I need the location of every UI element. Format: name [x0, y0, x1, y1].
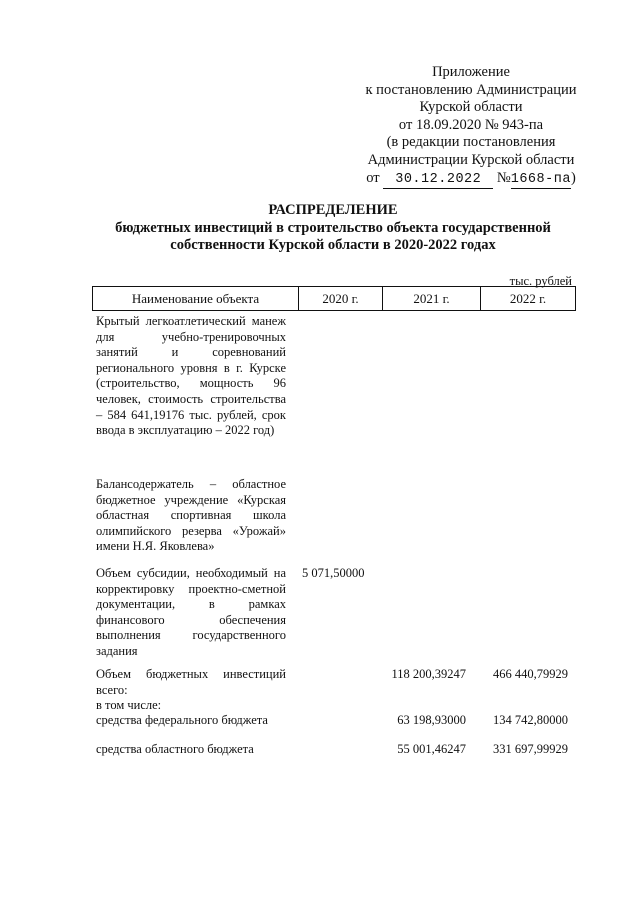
subsidy-2020-value: 5 071,50000	[302, 566, 365, 580]
investments-label: Объем бюджетных инвестиций всего:	[96, 667, 286, 697]
header-2021: 2021 г.	[383, 287, 481, 310]
amendment-date: 30.12.2022	[383, 171, 493, 190]
appendix-resolution: к постановлению Администрации	[365, 81, 577, 98]
appendix-amendment-line	[340, 170, 602, 190]
investments-2022-value: 466 440,79929	[493, 667, 568, 681]
subsidy-label: Объем субсидии, необходимый на корректировку проектно-сметной документации, в рамках финансового обеспечения выполнения государственного задания	[96, 566, 286, 658]
federal-label: средства федерального бюджета	[96, 713, 268, 727]
ot-label: от	[366, 169, 380, 186]
appendix-title: Приложение	[432, 64, 510, 80]
appendix-original-date: от 18.09.2020 № 943-па	[398, 116, 544, 133]
amendment-number: 1668-па	[511, 171, 571, 190]
header-object-name: Наименование объекта	[93, 287, 299, 310]
header-2020: 2020 г.	[299, 287, 383, 310]
balance-holder: Балансодержатель – областное бюджетное учреждение «Курская областная спортивная школа олимпийского резерва «Урожай» имени Н.Я. Яковлева»	[96, 477, 286, 554]
including-label: в том числе:	[96, 698, 162, 712]
appendix-amendment-intro: (в редакции постановления	[386, 134, 556, 151]
table-header	[92, 286, 576, 311]
title-subline-2: собственности Курской области в 2020-2022 годах	[170, 237, 496, 253]
title-subline-1: бюджетных инвестиций в строительство объекта государственной	[115, 219, 551, 236]
header-2022: 2022 г.	[509, 290, 547, 306]
units-label: тыс. рублей	[509, 274, 572, 288]
regional-label: средства областного бюджета	[96, 742, 254, 756]
appendix-region: Курской области	[419, 99, 523, 116]
appendix-block	[340, 64, 602, 189]
regional-2022-value: 331 697,99929	[493, 742, 568, 756]
regional-2021-value: 55 001,46247	[397, 742, 466, 756]
title-heading: РАСПРЕДЕЛЕНИЕ	[268, 202, 398, 218]
federal-2022-value: 134 742,80000	[493, 713, 568, 727]
appendix-amendment-authority: Администрации Курской области	[367, 151, 575, 168]
object-description: Крытый легкоатлетический манеж для учебно-тренировочных занятий и соревнований регионального уровня в г. Курске (строительство, мощность 96 человек, стоимость строительства – 584 641,19176 тыс. рублей, срок ввода в эксплуатацию – 2022 год)	[96, 314, 286, 438]
document-title	[96, 202, 570, 255]
number-label: №	[496, 169, 511, 186]
close-paren: )	[570, 169, 576, 186]
federal-2021-value: 63 198,93000	[397, 713, 466, 727]
investments-2021-value: 118 200,39247	[391, 667, 466, 681]
